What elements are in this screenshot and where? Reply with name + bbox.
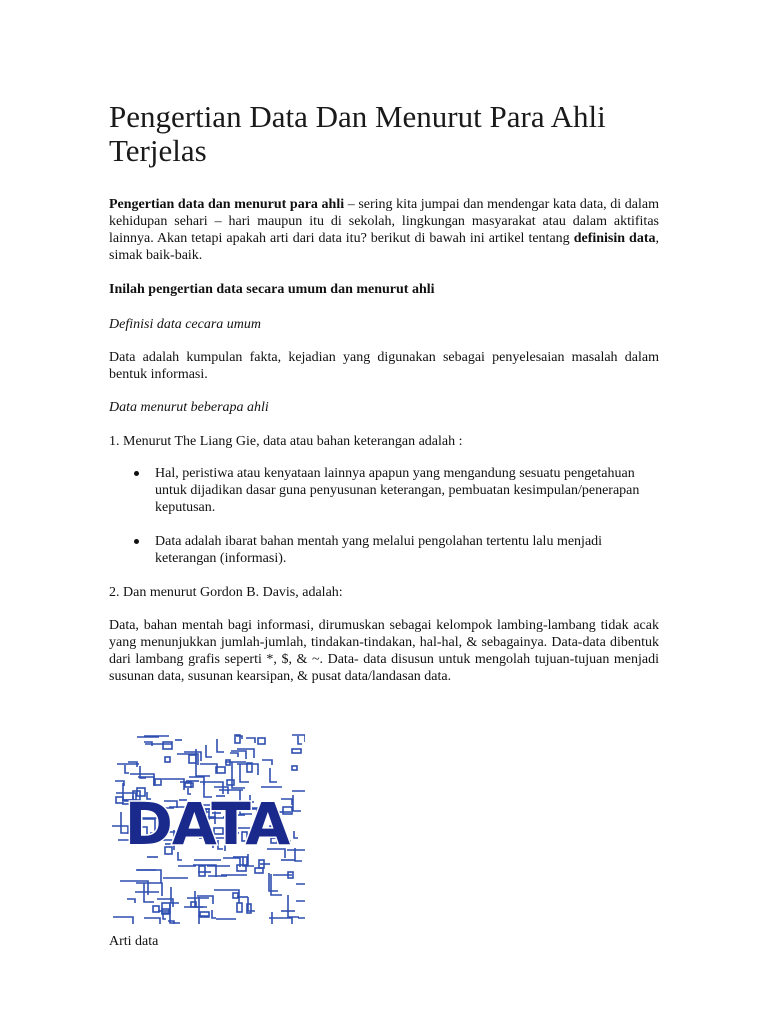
circuit-node xyxy=(258,738,265,744)
circuit-trace xyxy=(130,774,154,786)
circuit-trace xyxy=(212,910,216,918)
circuit-trace xyxy=(113,917,133,924)
circuit-trace xyxy=(293,795,301,811)
circuit-trace xyxy=(296,901,305,907)
circuit-trace xyxy=(217,739,224,752)
intro-bold-term: definisin data xyxy=(573,231,656,246)
bullet-item: Hal, peristiwa atau kenyataan lainnya apapun yang mengandung sesuatu pengetahuan untuk dijadikan dasar guna penyusunan keterangan, pembuatan kesimpulan/penerapan keputusan. xyxy=(155,465,659,516)
circuit-node xyxy=(189,755,196,763)
circuit-trace xyxy=(230,753,238,757)
circuit-node xyxy=(191,902,196,907)
circuit-trace xyxy=(294,831,298,838)
expert-2-intro: 2. Dan menurut Gordon B. Davis, adalah: xyxy=(109,585,343,600)
circuit-node xyxy=(292,766,297,770)
intro-paragraph xyxy=(109,196,659,264)
general-definition-heading: Definisi data cecara umum xyxy=(109,317,262,332)
expert-1-bullet-list xyxy=(109,465,659,567)
intro-text-1: – sering kita jumpai dan mendengar kata data, di dalam kehidupan sehari – hari maupun itu di sekolah, lingkungan masyarakat atau dalam aktifitas lainnya. Akan tetapi apakah arti dari data itu? berikut di bawah ini artikel tentang xyxy=(109,197,660,246)
circuit-trace xyxy=(144,918,160,924)
data-illustration-image xyxy=(109,732,305,924)
circuit-trace xyxy=(296,884,305,897)
circuit-trace xyxy=(214,890,239,903)
circuit-trace xyxy=(162,779,184,790)
circuit-trace xyxy=(246,738,255,743)
intro-text-2: , simak baik-baik. xyxy=(109,231,659,263)
circuit-trace xyxy=(125,765,129,773)
circuit-trace xyxy=(136,883,162,896)
circuit-trace xyxy=(127,899,135,903)
circuit-node xyxy=(233,893,238,898)
image-caption: Arti data xyxy=(109,934,159,949)
circuit-trace xyxy=(288,895,299,917)
bullet-item: Data adalah ibarat bahan mentah yang melalui pengolahan tertentu lalu menjadi keterangan (informasi). xyxy=(155,533,659,567)
circuit-trace xyxy=(298,736,302,744)
circuit-trace xyxy=(271,874,282,895)
expert-1-intro: 1. Menurut The Liang Gie, data atau bahan keterangan adalah : xyxy=(109,434,463,449)
circuit-node xyxy=(116,797,123,803)
general-definition-text: Data adalah kumpulan fakta, kejadian yang digunakan sebagai penyelesaian masalah dalam bentuk informasi. xyxy=(109,350,659,382)
circuit-node xyxy=(292,749,301,753)
circuit-node xyxy=(237,903,242,912)
circuit-node xyxy=(199,866,205,876)
article-body xyxy=(109,100,659,950)
circuit-node xyxy=(165,757,170,762)
article-title: Pengertian Data Dan Menurut Para Ahli Terjelas xyxy=(109,99,606,168)
data-illustration-svg xyxy=(109,732,305,924)
circuit-trace xyxy=(171,887,179,903)
circuit-node xyxy=(227,780,234,785)
intro-bold-lead: Pengertian data dan menurut para ahli xyxy=(109,197,345,212)
circuit-node xyxy=(200,912,209,917)
circuit-trace xyxy=(262,760,272,765)
circuit-trace xyxy=(236,736,242,739)
circuit-node xyxy=(163,742,172,749)
circuit-node xyxy=(155,779,161,785)
expert-2-text: Data, bahan mentah bagi informasi, dirumuskan sebagai kelompok lambing-lambang tidak acak yang menunjukkan jumlah-jumlah, tindakan-tindakan, hal-hal, & sebagainya. Data-data dibentuk dari lambang grafis seperti *, $, & ~. Data- data disusun untuk mengolah tujuan-tujuan menjadi susunan data, susunan kearsipan, & pusat data/landasan data. xyxy=(109,618,659,684)
circuit-trace xyxy=(200,764,217,773)
section-heading: Inilah pengertian data secara umum dan menurut ahli xyxy=(109,282,435,297)
circuit-trace xyxy=(298,918,305,924)
experts-heading: Data menurut beberapa ahli xyxy=(109,400,269,415)
circuit-trace xyxy=(170,904,180,923)
circuit-node xyxy=(255,868,263,873)
data-word: DATA xyxy=(124,790,290,858)
circuit-trace xyxy=(270,768,277,782)
circuit-trace xyxy=(206,745,212,757)
